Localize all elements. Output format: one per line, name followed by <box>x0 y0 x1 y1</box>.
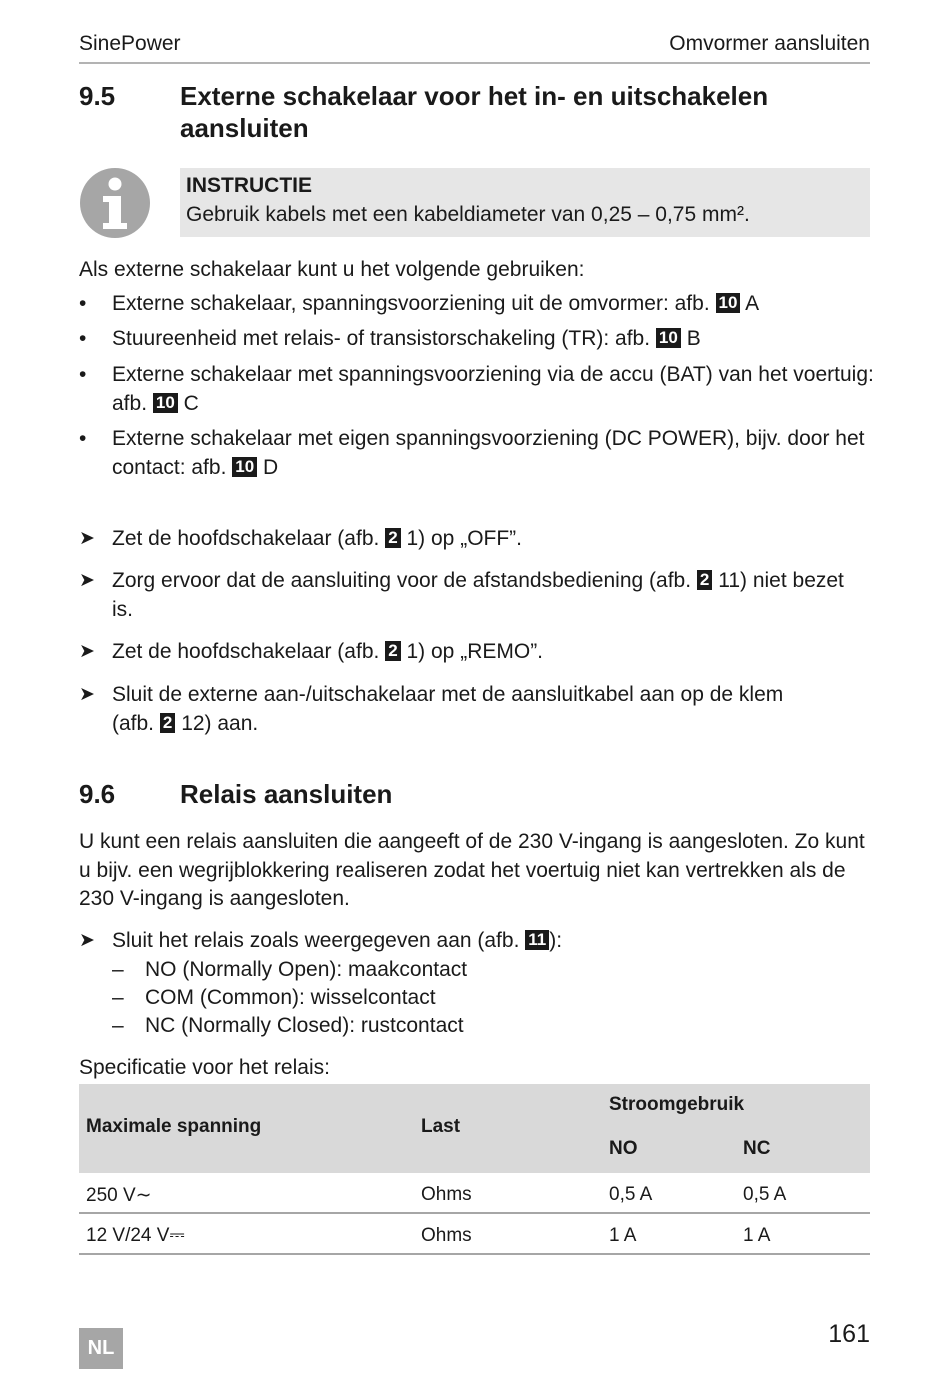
section-number: 9.5 <box>79 81 116 111</box>
bullet-text: Stuureenheid met relais- of transistorschakeling (TR): afb. <box>112 327 651 350</box>
bullet-marker: • <box>79 427 87 450</box>
figure-suffix: C <box>183 392 199 415</box>
step-arrow-icon: ➤ <box>79 641 95 662</box>
intro-text: Als externe schakelaar kunt u het volgende gebruiken: <box>79 258 585 281</box>
bullet-marker: • <box>79 292 87 315</box>
header-product: SinePower <box>79 32 181 55</box>
figure-suffix: B <box>686 327 701 350</box>
paragraph-line: u bijv. een wegrijblokkering realiseren zodat het voertuig niet kan vertrekken als de <box>79 859 846 882</box>
bullet-text-line-1: Externe schakelaar met spanningsvoorziening via de accu (BAT) van het voertuig: <box>112 363 874 386</box>
table-row <box>79 1214 870 1255</box>
cell-no: 1 A <box>609 1225 637 1246</box>
step-arrow-icon: ➤ <box>79 570 95 591</box>
spec-label: Specificatie voor het relais: <box>79 1056 330 1079</box>
figure-ref: 11 <box>525 930 549 950</box>
document-page <box>79 0 874 1374</box>
step-text-end: 1) op „REMO”. <box>406 640 544 663</box>
step-arrow-icon: ➤ <box>79 528 95 549</box>
table-row <box>79 1173 870 1214</box>
figure-suffix: D <box>263 456 279 479</box>
paragraph-line: U kunt een relais aansluiten die aangeeft of de 230 V-ingang is aangesloten. Zo kunt <box>79 830 865 853</box>
note-label: INSTRUCTIE <box>186 174 312 197</box>
figure-ref: 2 <box>385 641 400 661</box>
figure-ref: 10 <box>232 457 257 477</box>
step-text: Zet de hoofdschakelaar (afb. <box>112 640 380 663</box>
dash-marker: – <box>112 958 124 981</box>
language-badge: NL <box>79 1328 123 1369</box>
dash-marker: – <box>112 1014 124 1037</box>
header-current: Stroomgebruik <box>609 1094 745 1115</box>
relay-contact-com: COM (Common): wisselcontact <box>145 986 436 1009</box>
cell-voltage: 250 V∼ <box>86 1185 152 1206</box>
step-text: Sluit het relais zoals weergegeven aan (afb. <box>112 929 520 952</box>
header-nc: NC <box>743 1138 771 1159</box>
instruction-note <box>180 168 870 237</box>
step-text-end: 1) op „OFF”. <box>406 527 523 550</box>
dash-marker: – <box>112 986 124 1009</box>
cell-nc: 0,5 A <box>743 1184 787 1205</box>
section-title: Relais aansluiten <box>180 779 393 809</box>
header-chapter: Omvormer aansluiten <box>669 32 870 55</box>
info-icon <box>79 167 151 239</box>
header-max-voltage: Maximale spanning <box>86 1116 262 1137</box>
section-9-5-heading <box>79 80 870 146</box>
step-text-line-2: is. <box>112 598 133 621</box>
bullet-text: Externe schakelaar, spanningsvoorziening uit de omvormer: afb. <box>112 292 710 315</box>
bullet-text-line-1: Externe schakelaar met eigen spanningsvoorziening (DC POWER), bijv. door het <box>112 427 865 450</box>
cell-load: Ohms <box>421 1225 472 1246</box>
bullet-marker: • <box>79 363 87 386</box>
cell-nc: 1 A <box>743 1225 771 1246</box>
step-text: (afb. <box>112 712 155 735</box>
figure-ref: 10 <box>153 393 178 413</box>
header-load: Last <box>421 1116 461 1137</box>
step-arrow-icon: ➤ <box>79 930 95 951</box>
section-9-6-heading <box>79 778 870 810</box>
figure-ref: 10 <box>716 293 741 313</box>
table-header <box>79 1084 870 1173</box>
cell-load: Ohms <box>421 1184 472 1205</box>
step-text-end: ): <box>549 929 563 952</box>
step-text: Zet de hoofdschakelaar (afb. <box>112 527 380 550</box>
header-no: NO <box>609 1138 638 1159</box>
figure-ref: 10 <box>656 328 681 348</box>
figure-ref: 2 <box>160 713 175 733</box>
relay-spec-table <box>79 1084 870 1255</box>
section-title-line-2: aansluiten <box>180 113 309 143</box>
paragraph-line: 230 V-ingang is aangesloten. <box>79 887 350 910</box>
bullet-text: contact: afb. <box>112 456 227 479</box>
step-text-line-1: Sluit de externe aan-/uitschakelaar met de aansluitkabel aan op de klem <box>112 683 784 706</box>
note-text: Gebruik kabels met een kabeldiameter van 0,25 – 0,75 mm². <box>186 203 750 226</box>
running-header <box>79 30 870 64</box>
section-title-line-1: Externe schakelaar voor het in- en uitschakelen <box>180 81 769 111</box>
cell-voltage: 12 V/24 V⎓ <box>86 1225 185 1246</box>
cell-no: 0,5 A <box>609 1184 653 1205</box>
relay-contact-nc: NC (Normally Closed): rustcontact <box>145 1014 464 1037</box>
step-text-end: 11) niet bezet <box>718 569 844 592</box>
page-number: 161 <box>828 1320 870 1348</box>
bullet-marker: • <box>79 327 87 350</box>
step-text: Zorg ervoor dat de aansluiting voor de afstandsbediening (afb. <box>112 569 692 592</box>
step-arrow-icon: ➤ <box>79 684 95 705</box>
section-number: 9.6 <box>79 779 116 809</box>
figure-suffix: A <box>745 292 760 315</box>
bullet-text: afb. <box>112 392 148 415</box>
figure-ref: 2 <box>697 570 712 590</box>
step-text-end: 12) aan. <box>181 712 259 735</box>
relay-contact-no: NO (Normally Open): maakcontact <box>145 958 468 981</box>
figure-ref: 2 <box>385 528 400 548</box>
